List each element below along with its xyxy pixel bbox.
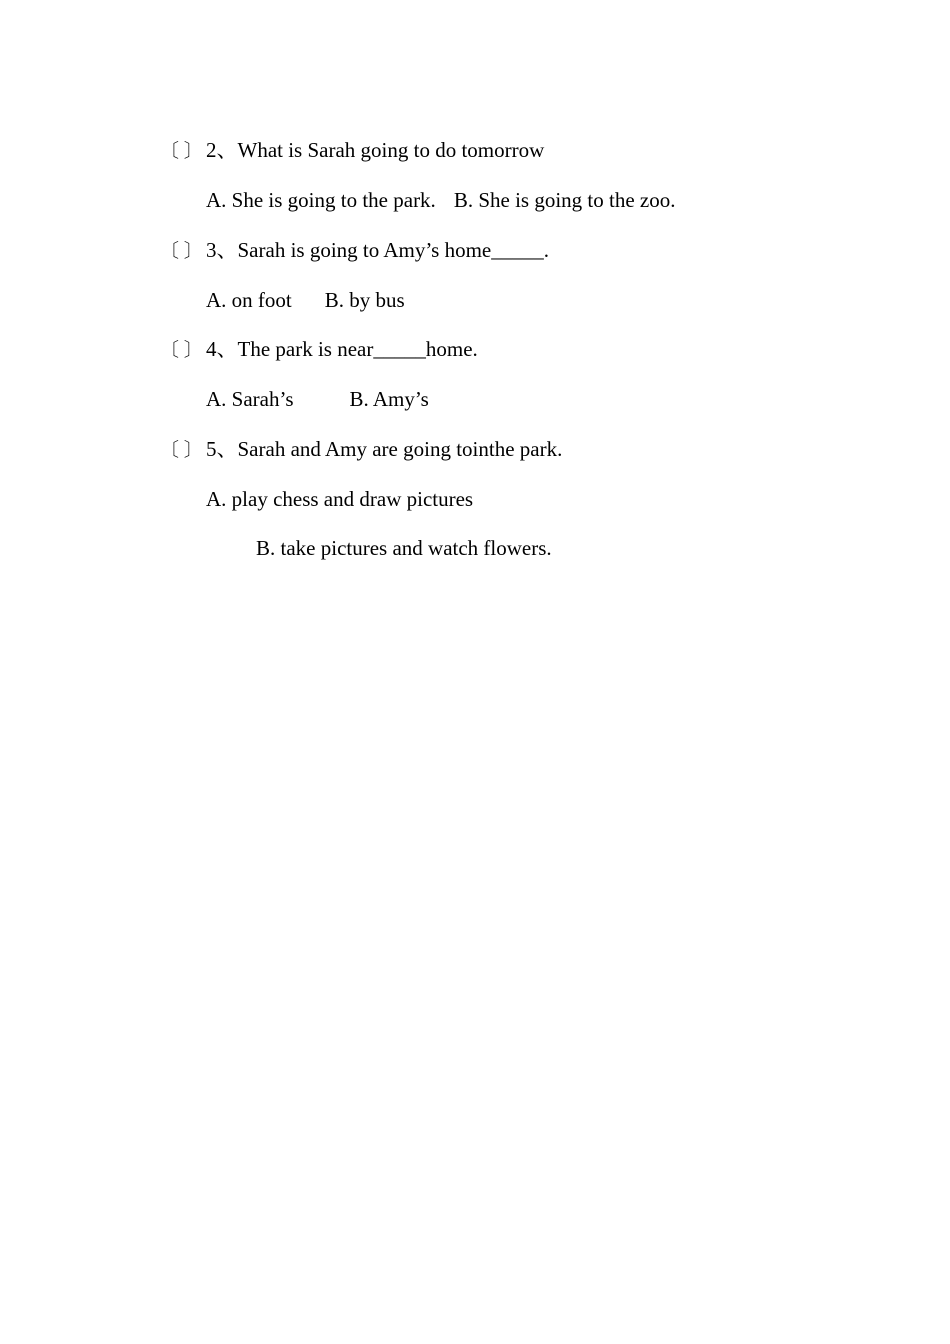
option-b: B. take pictures and watch flowers. <box>256 536 552 560</box>
question-4 <box>160 336 478 364</box>
answer-bracket: 〔 〕 <box>160 241 203 262</box>
option-a: A. She is going to the park. <box>206 188 436 212</box>
question-3 <box>160 237 549 265</box>
question-3-options <box>206 287 405 313</box>
question-text: 3、Sarah is going to Amy’s home_____. <box>206 238 549 262</box>
question-4-options <box>206 386 429 412</box>
option-a: A. on foot <box>206 288 292 312</box>
answer-bracket: 〔 〕 <box>160 440 203 461</box>
option-b: B. by bus <box>324 288 405 312</box>
question-text: 2、What is Sarah going to do tomorrow <box>206 138 545 162</box>
option-b: B. Amy’s <box>349 387 429 411</box>
question-5-option-b <box>256 535 552 561</box>
option-a: A. play chess and draw pictures <box>206 487 474 511</box>
option-b: B. She is going to the zoo. <box>453 188 676 212</box>
answer-bracket: 〔 〕 <box>160 141 203 162</box>
question-5-option-a <box>206 486 473 512</box>
question-text: 4、The park is near_____home. <box>206 337 478 361</box>
question-2 <box>160 137 544 165</box>
question-2-options <box>206 187 675 213</box>
question-text: 5、Sarah and Amy are going tointhe park. <box>206 437 563 461</box>
question-5 <box>160 436 562 464</box>
answer-bracket: 〔 〕 <box>160 340 203 361</box>
option-a: A. Sarah’s <box>206 387 294 411</box>
